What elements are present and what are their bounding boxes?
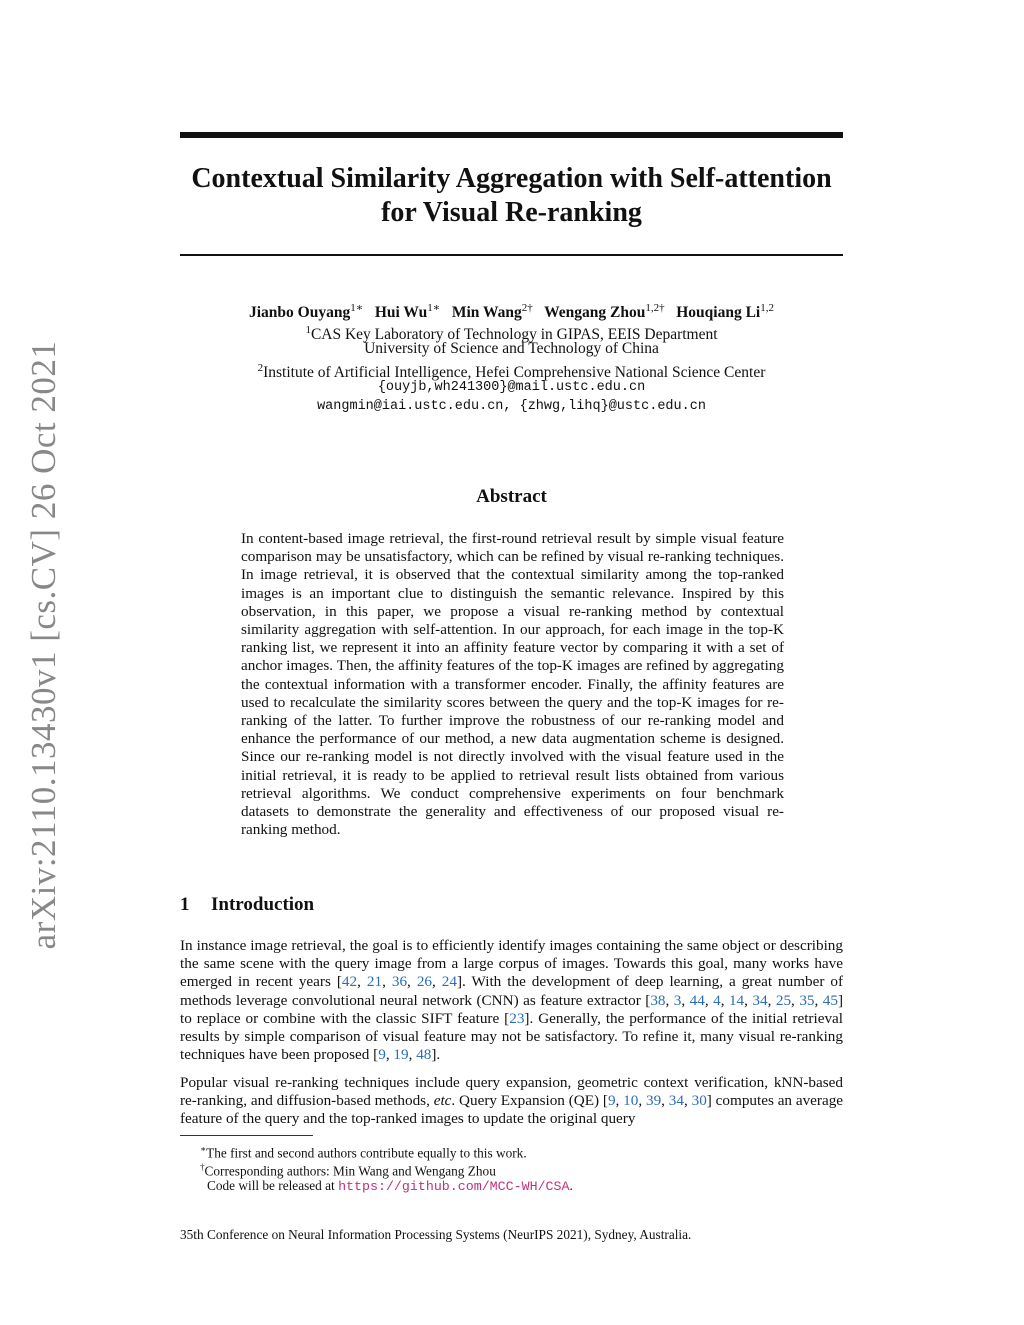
title-line-1: Contextual Similarity Aggregation with Self-attention <box>191 163 832 194</box>
conference-note: 35th Conference on Neural Information Processing Systems (NeurIPS 2021), Sydney, Australia. <box>180 1227 692 1242</box>
code-url-link[interactable]: https://github.com/MCC-WH/CSA <box>338 1179 570 1194</box>
footnote-1: ∗The first and second authors contribute equally to this work. <box>200 1144 527 1161</box>
author: Hui $Wu^{1∗}$ <box>374 302 441 322</box>
footnote-3: Code will be released at https://github.com/MCC-WH/CSA. <box>207 1178 573 1194</box>
citation-link[interactable]: 39 <box>645 1092 662 1110</box>
intro-paragraph-1: In instance image retrieval, the goal is to efficiently identify images containing the same object or describing the same scene with the query image from a large corpus of images. Towards this goal, many works have emerged in recent years [42, 21, 36, 26, 24]. With the development of deep learning, a great number of methods leverage convolutional neural network (CNN) as feature extractor [38, 3, 44, 4, 14, 34, 25, 35, 45] to replace or combine with the classic SIFT feature [23]. Generally, the performance of the initial retrieval results by simple comparison of visual feature may not be satisfactory. To refine it, many visual re-ranking techniques have been proposed [9, 19, 48]. <box>180 937 844 1064</box>
author: Jianbo Ouyang$^{1∗}$ <box>248 302 364 322</box>
title-rule-bottom <box>180 254 843 256</box>
section-heading <box>180 894 314 916</box>
abstract-text: In content-based image retrieval, the first-round retrieval result by simple visual feature comparison may be unsatisfactory, which can be refined by visual re-ranking techniques. In image retrieval, it is observed that the contextual similarity among the top-ranked images is an important clue to distinguish the semantic relevance. Inspired by this observation, in this paper, we propose a visual re-ranking method by contextual similarity aggregation with self-attention. In our approach, for each image in the top-K ranking list, we represent it into an affinity feature vector by comparing it with a set of anchor images. Then, the affinity features of the top-K images are refined by aggregating the contextual information with a transformer encoder. Finally, the affinity features are used to recalculate the similarity scores between the query and the top-K images for re-ranking of the latter. To further improve the robustness of our re-ranking model and enhance the performance of our method, a new data augmentation scheme is designed. Since our re-ranking model is not directly involved with the visual feature used in the initial retrieval, it is ready to be applied to retrieval result lists obtained from various retrieval algorithms. We conduct comprehensive experiments on four benchmark datasets to demonstrate the generality and effectiveness of our proposed visual re-ranking method. <box>241 530 784 839</box>
citation-link[interactable]: 10 <box>623 1092 639 1110</box>
author: Wengang Zhou$^{1,2\dagger}$ <box>544 302 665 322</box>
email-line-2: wangmin@iai.ustc.edu.cn, {zhwg,lihq}@ustc.edu.cn <box>317 399 706 414</box>
arxiv-id: arXiv:2110.13430v1 [cs.CV] 26 Oct 2021 <box>24 340 63 950</box>
citation-link[interactable]: 36 <box>391 973 408 991</box>
citation-link[interactable]: 9 <box>607 1092 616 1110</box>
intro-paragraph-2: Popular visual re-ranking techniques include query expansion, geometric context verification, kNN-based re-ranking, and diffusion-based methods, etc. Query Expansion (QE) [9, 10, 39, 34, 30] computes an average feature of the query and the top-ranked images to update the original query <box>180 1074 844 1128</box>
paper-title <box>180 162 843 230</box>
affiliation-2: $^2$Institute of Artificial Intelligence, Hefei Comprehensive National Science Center <box>257 362 766 382</box>
title-rule-top <box>180 132 843 138</box>
citation-link[interactable]: 30 <box>691 1092 707 1110</box>
citation-link[interactable]: 24 <box>441 973 457 991</box>
author: Houqiang Li$^{1,2}$ <box>676 302 774 322</box>
citation-link[interactable]: 9 <box>378 1046 386 1064</box>
citation-link[interactable]: 34 <box>668 1092 684 1110</box>
section-number: 1 <box>180 894 190 915</box>
citation-link[interactable]: 44 <box>689 991 705 1009</box>
section-title: Introduction <box>211 894 315 915</box>
citation-link[interactable]: 19 <box>393 1046 409 1064</box>
author: Min Wang$^{2\dagger}$ <box>451 302 533 322</box>
footnote-rule <box>180 1135 313 1136</box>
arxiv-stamp <box>14 340 74 950</box>
citation-link[interactable]: 23 <box>509 1009 525 1027</box>
title-line-2: for Visual Re-ranking <box>381 197 642 228</box>
citation-link[interactable]: 25 <box>775 991 792 1009</box>
citation-link[interactable]: 34 <box>752 991 768 1009</box>
citation-link[interactable]: 45 <box>822 991 838 1009</box>
citation-link[interactable]: 38 <box>650 991 666 1009</box>
citation-link[interactable]: 3 <box>673 991 682 1009</box>
footnote-2: †Corresponding authors: Min Wang and Wengang Zhou <box>200 1162 496 1179</box>
citation-link[interactable]: 4 <box>713 991 721 1009</box>
citation-link[interactable]: 26 <box>416 973 432 991</box>
abstract-heading: Abstract <box>476 486 547 507</box>
citation-link[interactable]: 42 <box>341 973 358 991</box>
citation-link[interactable]: 35 <box>799 991 815 1009</box>
affiliation-1-line-2: University of Science and Technology of China <box>364 340 659 357</box>
affiliation-1: $^1$CAS Key Laboratory of Technology in GIPAS, EEIS Department <box>305 324 718 344</box>
citation-link[interactable]: 21 <box>366 973 383 991</box>
citation-link[interactable]: 48 <box>416 1046 432 1064</box>
email-line-1: {ouyjb,wh241300}@mail.ustc.edu.cn <box>377 380 646 395</box>
citation-link[interactable]: 14 <box>728 991 745 1009</box>
